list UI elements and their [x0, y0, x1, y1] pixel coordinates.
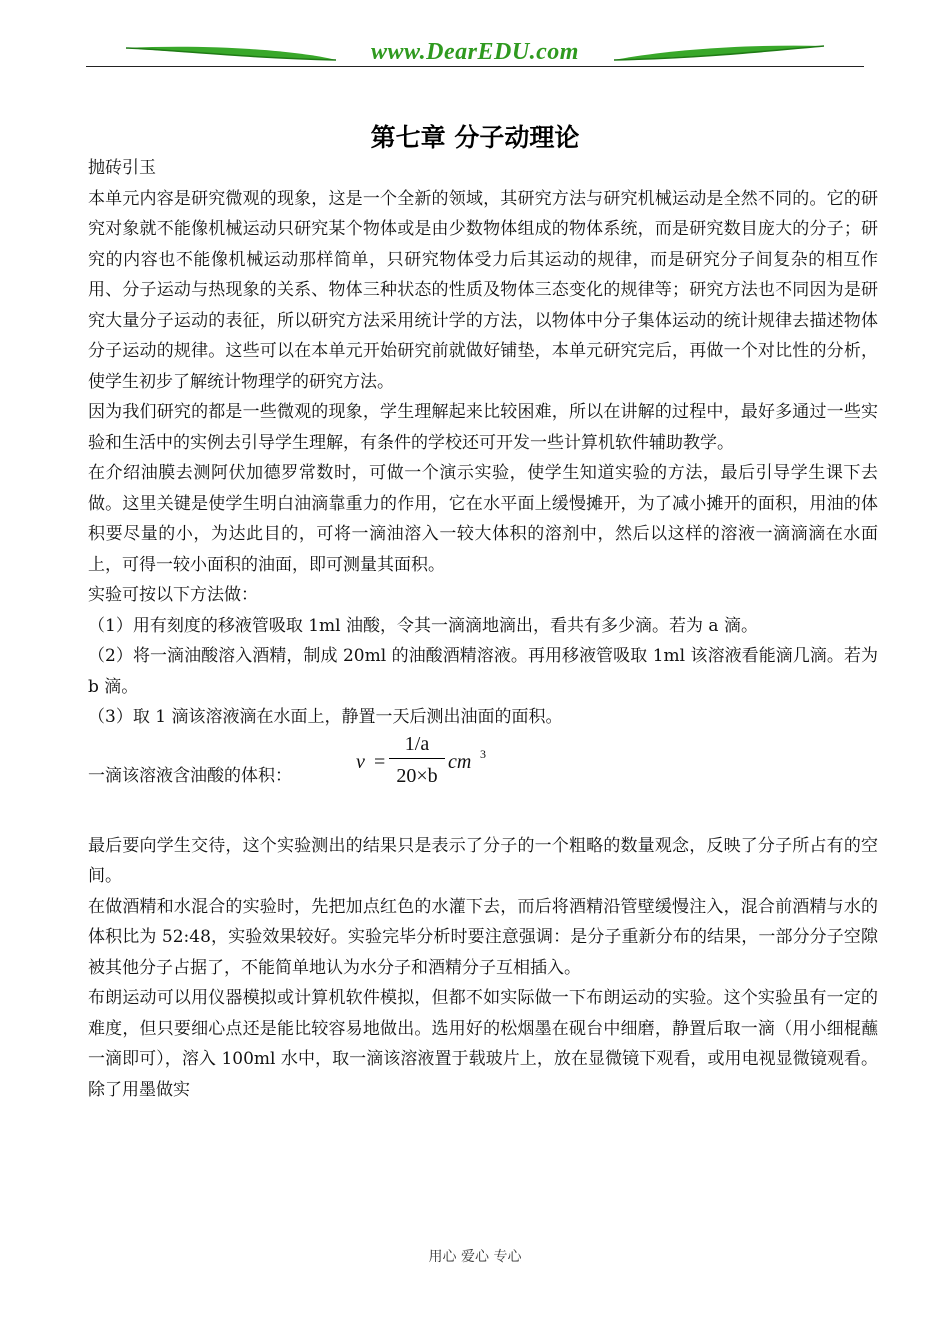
- paragraph-conclusion: 最后要向学生交待，这个实验测出的结果只是表示了分子的一个粗略的数量观念，反映了分子所占有的空间。: [88, 835, 878, 886]
- chapter-title: 第七章 分子动理论: [370, 123, 580, 152]
- experiment-step-3: （3）取 1 滴该溶液滴在水面上，静置一天后测出油面的面积。: [88, 707, 563, 727]
- paragraph-alcohol-water: 在做酒精和水混合的实验时，先把加点红色的水灌下去，而后将酒精沿管壁缓慢注入，混合前酒精与水的体积比为 52:48，实验效果较好。实验完毕分析时要注意强调：是分子重新分布的结果，一部分分子空隙被其他分子占据了，不能简单地认为水分子和酒精分子互相插入。: [88, 896, 878, 978]
- site-logo-text: www.DearEDU.com: [371, 39, 579, 65]
- experiment-intro: 实验可按以下方法做：: [88, 585, 258, 605]
- formula-equals: =: [374, 750, 386, 773]
- volume-formula: [356, 733, 496, 803]
- formula-row: [88, 733, 878, 813]
- formula-exponent: 3: [480, 746, 486, 761]
- experiment-step-1: （1）用有刻度的移液管吸取 1ml 油酸，令其一滴滴地滴出，看共有多少滴。若为 a 滴。: [88, 615, 758, 636]
- formula-variable: v: [356, 750, 365, 773]
- document-body: [88, 153, 878, 1105]
- fraction-bar: [389, 758, 445, 759]
- paragraph-brownian-motion: 布朗运动可以用仪器模拟或计算机软件模拟，但都不如实际做一下布朗运动的实验。这个实验虽有一定的难度，但只要细心点还是能比较容易地做出。选用好的松烟墨在砚台中细磨，静置后取一滴（用小细棍蘸一滴即可），溶入 100ml 水中，取一滴该溶液置于载玻片上，放在显微镜下观看，或用电视显微镜观看。除了用墨做实: [88, 988, 878, 1100]
- paragraph-research-method: 本单元内容是研究微观的现象，这是一个全新的领域，其研究方法与研究机械运动是全然不同的。它的研究对象就不能像机械运动只研究某个物体或是由少数物体组成的物体系统，而是研究数目庞大的分子；研究的内容也不能像机械运动那样简单，只研究物体受力后其运动的规律，而是研究分子间复杂的相互作用、分子运动与热现象的关系、物体三种状态的性质及物体三态变化的规律等；研究方法也不同因为是研究大量分子运动的表征，所以研究方法采用统计学的方法，以物体中分子集体运动的统计规律去描述物体分子运动的规律。这些可以在本单元开始研究前就做好铺垫，本单元研究完后，再做一个对比性的分析，使学生初步了解统计物理学的研究方法。: [88, 188, 878, 392]
- paragraph-teaching-advice: 因为我们研究的都是一些微观的现象，学生理解起来比较困难，所以在讲解的过程中，最好多通过一些实验和生活中的实例去引导学生理解，有条件的学校还可开发一些计算机软件辅助教学。: [88, 402, 878, 453]
- paragraph-oil-film: 在介绍油膜去测阿伏加德罗常数时，可做一个演示实验，使学生知道实验的方法，最后引导学生课下去做。这里关键是使学生明白油滴靠重力的作用，它在水平面上缓慢摊开，为了减小摊开的面积，用油的体积要尽量的小，为达此目的，可将一滴油溶入一较大体积的溶剂中，然后以这样的溶液一滴滴滴在水面上，可得一较小面积的油面，即可测量其面积。: [88, 463, 878, 575]
- intro-heading: 抛砖引玉: [88, 158, 156, 178]
- formula-unit: cm: [448, 750, 472, 773]
- experiment-step-2: （2）将一滴油酸溶入酒精，制成 20ml 的油酸酒精溶液。再用移液管吸取 1ml 该溶液看能滴几滴。若为 b 滴。: [88, 646, 878, 697]
- formula-numerator: 1/a: [404, 732, 430, 755]
- spacer: [88, 813, 878, 831]
- formula-denominator: 20×b: [396, 764, 438, 787]
- formula-label: 一滴该溶液含油酸的体积：: [88, 765, 292, 786]
- page-footer: 用心 爱心 专心: [428, 1249, 522, 1265]
- header-divider: [86, 66, 864, 67]
